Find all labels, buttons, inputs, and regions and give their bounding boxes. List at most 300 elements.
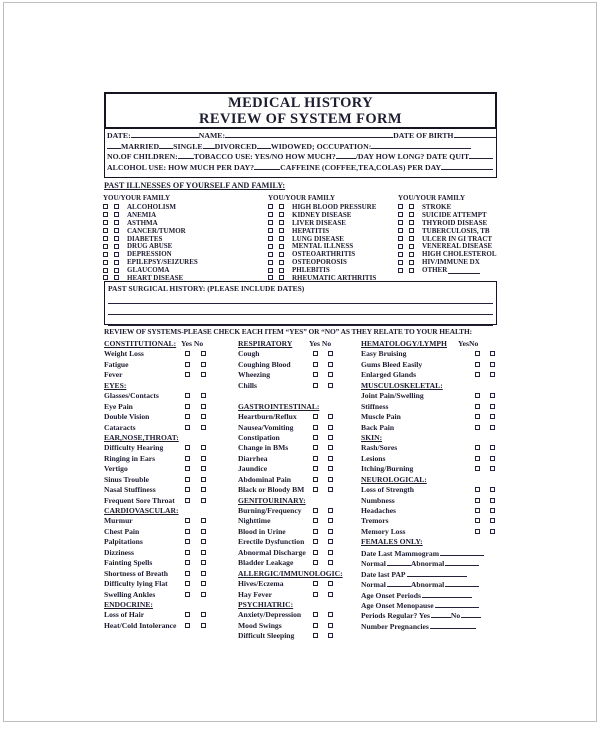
ros-item-row: [238, 412, 362, 422]
no-checkbox[interactable]: [328, 539, 333, 544]
you-checkbox[interactable]: [103, 236, 108, 241]
no-checkbox[interactable]: [201, 550, 206, 555]
no-checkbox[interactable]: [328, 435, 333, 440]
family-item-label: EPILEPSY/SEIZURES: [127, 258, 198, 267]
ros-column: [361, 339, 498, 631]
ros-section-header-row: [361, 475, 498, 485]
field-label: SINGLE: [173, 141, 203, 151]
family-item: [103, 242, 263, 250]
fill-blank-field[interactable]: [445, 558, 479, 566]
ros-item-row: [238, 631, 362, 641]
yes-no-column-header: Yes No: [181, 339, 204, 348]
fill-blank-field[interactable]: [430, 621, 476, 629]
no-checkbox[interactable]: [328, 445, 333, 450]
ros-item-label: Tremors: [361, 516, 389, 526]
ros-item-label: Back Pain: [361, 422, 395, 432]
ros-item-label: Hives/Eczema: [238, 579, 284, 589]
yes-checkbox[interactable]: [185, 571, 190, 576]
yes-checkbox[interactable]: [313, 414, 318, 419]
ros-item-row: [238, 360, 362, 370]
family-checkbox[interactable]: [279, 252, 284, 257]
family-item-label: ANEMIA: [127, 210, 157, 219]
blank-field[interactable]: [454, 130, 498, 138]
you-checkbox[interactable]: [268, 252, 273, 257]
family-item-label: KIDNEY DISEASE: [292, 210, 352, 219]
ros-item-row: [361, 506, 498, 516]
no-checkbox[interactable]: [328, 466, 333, 471]
ros-item-label: Gums Bleed Easily: [361, 359, 423, 369]
blank-field[interactable]: [254, 162, 280, 170]
you-checkbox[interactable]: [268, 228, 273, 233]
yes-checkbox[interactable]: [313, 508, 318, 513]
ros-item-row: [238, 433, 362, 443]
no-checkbox[interactable]: [201, 466, 206, 471]
blank-field[interactable]: [159, 141, 173, 149]
ros-item-label: Headaches: [361, 506, 397, 515]
fill-blank-field[interactable]: [387, 579, 411, 587]
no-checkbox[interactable]: [490, 518, 495, 523]
family-checkbox[interactable]: [114, 236, 119, 241]
yes-checkbox[interactable]: [185, 362, 190, 367]
family-item: [268, 258, 396, 266]
you-checkbox[interactable]: [398, 268, 403, 273]
yes-checkbox[interactable]: [475, 372, 480, 377]
no-checkbox[interactable]: [201, 498, 206, 503]
you-checkbox[interactable]: [268, 204, 273, 209]
yes-checkbox[interactable]: [475, 362, 480, 367]
no-checkbox[interactable]: [201, 571, 206, 576]
no-checkbox[interactable]: [328, 623, 333, 628]
no-checkbox[interactable]: [490, 466, 495, 471]
ros-section-header: HEMATOLOGY/LYMPH: [361, 339, 447, 348]
no-checkbox[interactable]: [328, 560, 333, 565]
you-checkbox[interactable]: [103, 204, 108, 209]
no-checkbox[interactable]: [328, 529, 333, 534]
blank-field[interactable]: [203, 141, 215, 149]
family-checkbox[interactable]: [409, 236, 414, 241]
no-checkbox[interactable]: [490, 351, 495, 356]
ros-item-row: [238, 621, 362, 631]
no-checkbox[interactable]: [490, 372, 495, 377]
no-checkbox[interactable]: [328, 612, 333, 617]
yes-checkbox[interactable]: [185, 487, 190, 492]
yes-checkbox[interactable]: [475, 508, 480, 513]
yes-checkbox[interactable]: [475, 487, 480, 492]
blank-field[interactable]: [257, 141, 271, 149]
no-checkbox[interactable]: [201, 612, 206, 617]
blank-field[interactable]: [178, 151, 194, 159]
yes-checkbox[interactable]: [185, 445, 190, 450]
blank-field[interactable]: [131, 130, 199, 138]
yes-checkbox[interactable]: [185, 498, 190, 503]
ros-item-row: [104, 590, 234, 600]
family-checkbox[interactable]: [279, 260, 284, 265]
ros-item-row: [238, 516, 362, 526]
ros-item-row: [361, 454, 498, 464]
yes-checkbox[interactable]: [313, 529, 318, 534]
no-checkbox[interactable]: [201, 529, 206, 534]
no-checkbox[interactable]: [328, 425, 333, 430]
family-item-label: TUBERCULOSIS, TB: [422, 226, 490, 235]
you-checkbox[interactable]: [103, 260, 108, 265]
ros-item-label: Change in BMs: [238, 443, 289, 453]
yes-checkbox[interactable]: [185, 592, 190, 597]
fill-blank-field[interactable]: [440, 548, 484, 556]
yes-checkbox[interactable]: [313, 362, 318, 367]
no-checkbox[interactable]: [201, 518, 206, 523]
no-checkbox[interactable]: [201, 351, 206, 356]
family-column-header: YOU/YOUR FAMILY: [398, 194, 466, 202]
fill-blank-field[interactable]: [407, 569, 467, 577]
ros-section-header-row: [361, 433, 498, 443]
no-checkbox[interactable]: [328, 456, 333, 461]
yes-checkbox[interactable]: [475, 466, 480, 471]
no-checkbox[interactable]: [201, 487, 206, 492]
blank-field[interactable]: [441, 162, 493, 170]
you-checkbox[interactable]: [398, 244, 403, 249]
yes-checkbox[interactable]: [313, 633, 318, 638]
no-checkbox[interactable]: [201, 623, 206, 628]
you-checkbox[interactable]: [398, 260, 403, 265]
family-checkbox[interactable]: [114, 260, 119, 265]
ros-item-label: Fatigue: [104, 359, 129, 369]
no-checkbox[interactable]: [201, 362, 206, 367]
yes-checkbox[interactable]: [475, 414, 480, 419]
yes-checkbox[interactable]: [313, 425, 318, 430]
other-blank-field[interactable]: [448, 266, 480, 274]
ros-fill-row: [361, 590, 498, 600]
fill-blank-field[interactable]: [445, 579, 479, 587]
ros-item-label: Hay Fever: [238, 589, 272, 599]
no-checkbox[interactable]: [328, 487, 333, 492]
family-item-label: OSTEOARTHRITIS: [292, 250, 356, 259]
family-checkbox[interactable]: [409, 268, 414, 273]
fill-blank-field[interactable]: [422, 590, 472, 598]
yes-checkbox[interactable]: [313, 383, 318, 388]
family-item-label: HEART DISEASE: [127, 273, 184, 282]
yes-checkbox[interactable]: [185, 414, 190, 419]
ros-item-row: [361, 527, 498, 537]
you-checkbox[interactable]: [268, 244, 273, 249]
ros-item-label: Erectile Dysfunction: [238, 537, 305, 547]
yes-checkbox[interactable]: [185, 456, 190, 461]
family-checkbox[interactable]: [279, 220, 284, 225]
ros-section-header: CARDIOVASCULAR:: [104, 506, 179, 515]
blank-field[interactable]: [371, 141, 471, 149]
yes-checkbox[interactable]: [313, 435, 318, 440]
no-checkbox[interactable]: [490, 404, 495, 409]
ros-item-label: Weight Loss: [104, 349, 144, 359]
yes-checkbox[interactable]: [475, 425, 480, 430]
no-checkbox[interactable]: [490, 362, 495, 367]
family-checkbox[interactable]: [409, 220, 414, 225]
yes-checkbox[interactable]: [185, 372, 190, 377]
family-checkbox[interactable]: [114, 268, 119, 273]
yes-checkbox[interactable]: [313, 612, 318, 617]
no-checkbox[interactable]: [201, 560, 206, 565]
ros-section-header-row: [361, 537, 498, 547]
family-checkbox[interactable]: [409, 244, 414, 249]
ros-item-label: Sinus Trouble: [104, 474, 149, 484]
yes-checkbox[interactable]: [475, 456, 480, 461]
field-label: Age Onset Periods: [361, 590, 421, 600]
no-checkbox[interactable]: [490, 456, 495, 461]
ros-item-row: [104, 516, 234, 526]
family-item: [398, 227, 498, 235]
no-checkbox[interactable]: [490, 529, 495, 534]
yes-checkbox[interactable]: [313, 518, 318, 523]
yes-checkbox[interactable]: [313, 445, 318, 450]
you-checkbox[interactable]: [398, 252, 403, 257]
you-checkbox[interactable]: [103, 244, 108, 249]
ros-section-header-row: [361, 339, 498, 349]
no-checkbox[interactable]: [201, 393, 206, 398]
yes-checkbox[interactable]: [313, 466, 318, 471]
family-item: [268, 250, 396, 258]
no-checkbox[interactable]: [490, 487, 495, 492]
ros-section-header-row: [104, 600, 234, 610]
ros-item-label: Chest Pain: [104, 526, 140, 536]
ros-item-label: Burning/Frequency: [238, 506, 302, 515]
ros-item-label: Black or Bloody BM: [238, 485, 305, 495]
family-checkbox[interactable]: [279, 236, 284, 241]
ros-item-label: Eye Pain: [104, 401, 133, 411]
no-checkbox[interactable]: [490, 498, 495, 503]
yes-checkbox[interactable]: [185, 581, 190, 586]
you-checkbox[interactable]: [398, 220, 403, 225]
ros-item-row: [104, 621, 234, 631]
you-checkbox[interactable]: [268, 260, 273, 265]
ros-item-row: [104, 464, 234, 474]
family-checkbox[interactable]: [114, 244, 119, 249]
family-checkbox[interactable]: [279, 228, 284, 233]
ros-item-row: [104, 360, 234, 370]
ros-item-label: Palpitations: [104, 537, 143, 547]
ros-item-label: Bladder Leakage: [238, 558, 294, 568]
yes-checkbox[interactable]: [475, 404, 480, 409]
you-checkbox[interactable]: [103, 228, 108, 233]
family-checkbox[interactable]: [409, 212, 414, 217]
no-checkbox[interactable]: [201, 592, 206, 597]
no-checkbox[interactable]: [328, 508, 333, 513]
yes-checkbox[interactable]: [313, 456, 318, 461]
yes-checkbox[interactable]: [475, 498, 480, 503]
fill-blank-field[interactable]: [387, 558, 411, 566]
field-label: /DAY HOW LONG? DATE QUIT: [355, 152, 470, 162]
yes-checkbox[interactable]: [313, 487, 318, 492]
you-checkbox[interactable]: [268, 212, 273, 217]
you-checkbox[interactable]: [103, 212, 108, 217]
family-checkbox[interactable]: [114, 212, 119, 217]
yes-checkbox[interactable]: [185, 560, 190, 565]
you-checkbox[interactable]: [268, 268, 273, 273]
ros-item-row: [104, 370, 234, 380]
ros-item-row: [361, 391, 498, 401]
yes-checkbox[interactable]: [185, 404, 190, 409]
you-checkbox[interactable]: [103, 220, 108, 225]
no-checkbox[interactable]: [490, 508, 495, 513]
family-item: [398, 266, 498, 274]
you-checkbox[interactable]: [268, 236, 273, 241]
family-item: [103, 250, 263, 258]
ros-fill-row: [361, 548, 498, 558]
yes-checkbox[interactable]: [185, 539, 190, 544]
no-checkbox[interactable]: [328, 362, 333, 367]
no-checkbox[interactable]: [490, 445, 495, 450]
blank-field[interactable]: [336, 151, 356, 159]
family-checkbox[interactable]: [279, 275, 284, 280]
family-item: [268, 235, 396, 243]
no-checkbox[interactable]: [328, 414, 333, 419]
ros-section-header: EYES:: [104, 380, 127, 390]
yes-checkbox[interactable]: [185, 518, 190, 523]
no-checkbox[interactable]: [490, 393, 495, 398]
form-title-box: [104, 92, 497, 129]
yes-checkbox[interactable]: [475, 529, 480, 534]
family-checkbox[interactable]: [114, 228, 119, 233]
no-checkbox[interactable]: [328, 550, 333, 555]
ros-item-row: [361, 423, 498, 433]
ros-item-row: [104, 412, 234, 422]
no-checkbox[interactable]: [328, 477, 333, 482]
blank-field[interactable]: [225, 130, 393, 138]
no-checkbox[interactable]: [328, 633, 333, 638]
no-checkbox[interactable]: [201, 425, 206, 430]
ros-section-header: FEMALES ONLY:: [361, 537, 423, 547]
family-item: [268, 219, 396, 227]
ros-item-label: Constipation: [238, 432, 280, 442]
you-checkbox[interactable]: [103, 268, 108, 273]
fill-blank-field[interactable]: [431, 610, 451, 618]
you-checkbox[interactable]: [268, 275, 273, 280]
yes-checkbox[interactable]: [475, 518, 480, 523]
ros-item-label: Loss of Strength: [361, 485, 415, 495]
family-checkbox[interactable]: [279, 212, 284, 217]
ros-item-row: [238, 506, 362, 516]
ros-item-label: Abdominal Pain: [238, 474, 291, 484]
field-label: Abnormal: [410, 559, 445, 569]
yes-checkbox[interactable]: [185, 425, 190, 430]
you-checkbox[interactable]: [103, 275, 108, 280]
info-line: [107, 141, 494, 152]
fill-blank-field[interactable]: [435, 600, 479, 608]
yes-checkbox[interactable]: [185, 477, 190, 482]
family-item-label: DEPRESSION: [127, 250, 172, 259]
no-checkbox[interactable]: [201, 539, 206, 544]
no-checkbox[interactable]: [201, 404, 206, 409]
yes-checkbox[interactable]: [313, 550, 318, 555]
blank-field[interactable]: [469, 151, 493, 159]
yes-checkbox[interactable]: [313, 581, 318, 586]
ros-item-label: Abnormal Discharge: [238, 547, 306, 557]
yes-checkbox[interactable]: [313, 372, 318, 377]
no-checkbox[interactable]: [328, 592, 333, 597]
yes-checkbox[interactable]: [185, 623, 190, 628]
family-item-label: HIGH BLOOD PRESSURE: [292, 202, 377, 211]
ros-item-row: [238, 454, 362, 464]
family-checkbox[interactable]: [279, 244, 284, 249]
ros-section-header: GENITOURINARY:: [238, 495, 306, 505]
you-checkbox[interactable]: [103, 252, 108, 257]
family-checkbox[interactable]: [279, 204, 284, 209]
no-checkbox[interactable]: [328, 372, 333, 377]
family-checkbox[interactable]: [409, 252, 414, 257]
no-checkbox[interactable]: [201, 581, 206, 586]
family-item: [398, 203, 498, 211]
no-checkbox[interactable]: [328, 383, 333, 388]
yes-checkbox[interactable]: [185, 529, 190, 534]
family-checkbox[interactable]: [279, 268, 284, 273]
yes-checkbox[interactable]: [313, 351, 318, 356]
yes-checkbox[interactable]: [313, 623, 318, 628]
yes-checkbox[interactable]: [185, 612, 190, 617]
yes-checkbox[interactable]: [313, 539, 318, 544]
ros-item-row: [104, 527, 234, 537]
ros-section-header-row: [238, 569, 362, 579]
ros-item-label: Jaundice: [238, 464, 268, 474]
yes-checkbox[interactable]: [185, 351, 190, 356]
no-checkbox[interactable]: [328, 518, 333, 523]
fill-blank-field[interactable]: [461, 610, 481, 618]
family-item: [103, 266, 263, 274]
family-item-label: OTHER: [422, 266, 448, 275]
yes-checkbox[interactable]: [185, 466, 190, 471]
ros-item-label: Ringing in Ears: [104, 453, 156, 463]
no-checkbox[interactable]: [328, 351, 333, 356]
yes-checkbox[interactable]: [185, 393, 190, 398]
you-checkbox[interactable]: [268, 220, 273, 225]
yes-checkbox[interactable]: [185, 550, 190, 555]
no-checkbox[interactable]: [201, 477, 206, 482]
yes-checkbox[interactable]: [475, 445, 480, 450]
yes-checkbox[interactable]: [313, 477, 318, 482]
yes-checkbox[interactable]: [313, 592, 318, 597]
no-checkbox[interactable]: [490, 425, 495, 430]
form-title-line1: MEDICAL HISTORY: [227, 95, 374, 111]
writing-line[interactable]: [108, 293, 493, 304]
ros-item-label: Blood in Urine: [238, 526, 286, 536]
you-checkbox[interactable]: [398, 228, 403, 233]
no-checkbox[interactable]: [201, 372, 206, 377]
writing-line[interactable]: [108, 304, 493, 315]
no-checkbox[interactable]: [490, 414, 495, 419]
ros-item-label: Frequent Sore Throat: [104, 495, 175, 505]
no-checkbox[interactable]: [201, 445, 206, 450]
family-checkbox[interactable]: [114, 275, 119, 280]
no-checkbox[interactable]: [201, 456, 206, 461]
you-checkbox[interactable]: [398, 204, 403, 209]
family-checkbox[interactable]: [409, 204, 414, 209]
no-checkbox[interactable]: [328, 581, 333, 586]
ros-section-header-row: [104, 339, 234, 349]
yes-checkbox[interactable]: [475, 393, 480, 398]
yes-checkbox[interactable]: [475, 351, 480, 356]
family-checkbox[interactable]: [114, 204, 119, 209]
ros-item-label: Rash/Sores: [361, 443, 398, 453]
family-checkbox[interactable]: [114, 252, 119, 257]
you-checkbox[interactable]: [398, 236, 403, 241]
family-checkbox[interactable]: [114, 220, 119, 225]
field-label: CAFFEINE (COFFEE,TEA,COLAS) PER DAY: [280, 163, 442, 173]
blank-field[interactable]: [107, 141, 121, 149]
yes-checkbox[interactable]: [313, 560, 318, 565]
you-checkbox[interactable]: [398, 212, 403, 217]
family-checkbox[interactable]: [409, 228, 414, 233]
writing-line[interactable]: [108, 315, 493, 326]
ros-item-row: [104, 475, 234, 485]
family-checkbox[interactable]: [409, 260, 414, 265]
no-checkbox[interactable]: [201, 414, 206, 419]
